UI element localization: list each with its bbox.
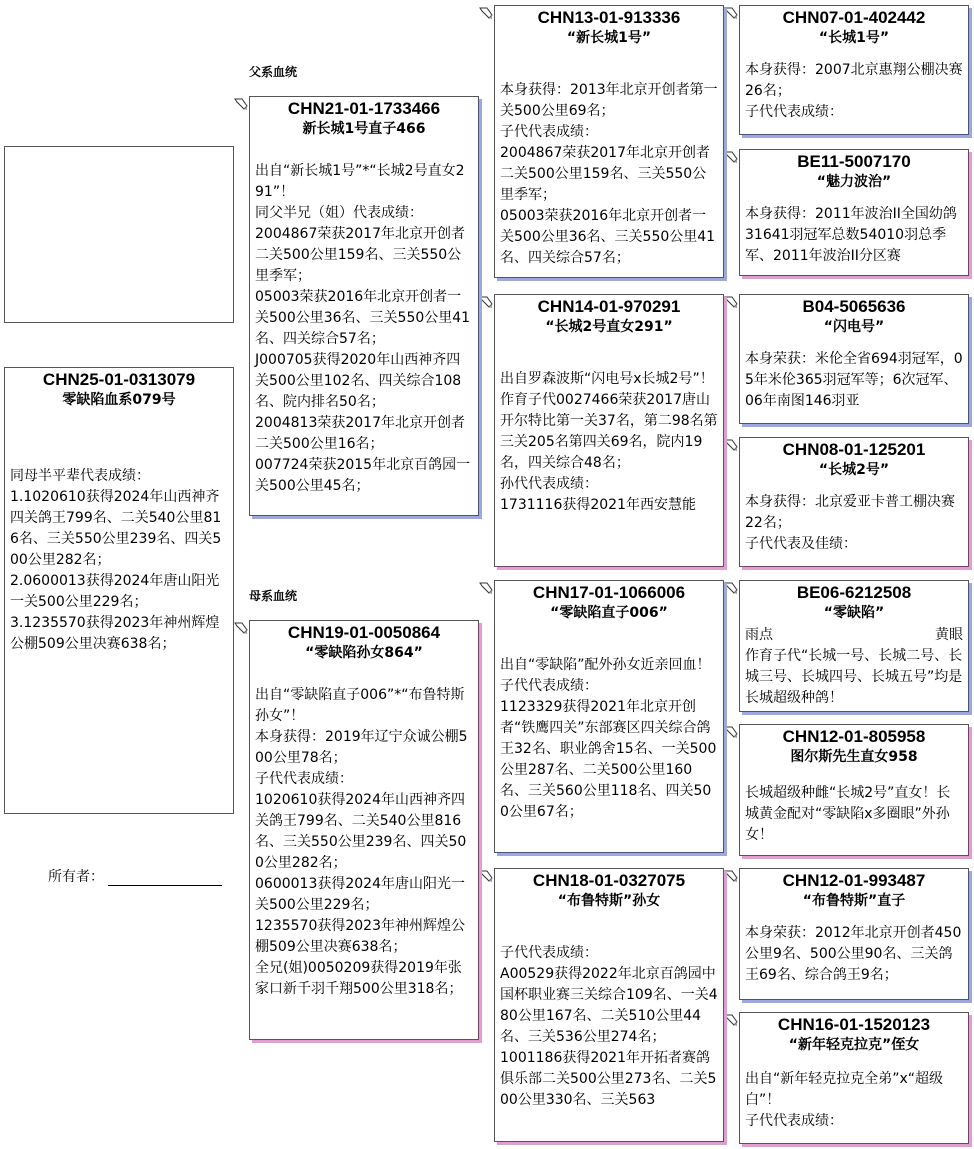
ddd-card[interactable] bbox=[739, 1012, 969, 1144]
sd-ring: CHN14-01-970291 bbox=[537, 297, 681, 316]
ds-ring: CHN17-01-1066006 bbox=[532, 583, 686, 602]
pen-icon bbox=[233, 96, 249, 112]
dam-line: 1020610获得2024年山西神齐四关鸽王799名、二关540公里816名、三关550公里239名、四关500公里282名； bbox=[255, 792, 467, 871]
ds-line: 1123329获得2021年北京开创者“铁鹰四关”东部赛区四关综合鸽王32名、职业鸽舍15名、一关500公里287名、二关500公里160名、三关560公里118名、四关500公里67名； bbox=[500, 699, 717, 820]
dds-body bbox=[740, 923, 968, 986]
sire-line: 2004867荣获2017年北京开创者二关500公里159名、三关550公里季军； bbox=[255, 226, 465, 284]
dam-line: 出自“零缺陷直子006”*“布鲁特斯孙女”！ bbox=[255, 687, 465, 724]
pen-icon bbox=[723, 724, 739, 740]
dam-ring: CHN19-01-0050864 bbox=[287, 623, 441, 642]
ds-line: 子代代表成绩： bbox=[500, 678, 598, 694]
sire-ring: CHN21-01-1733466 bbox=[287, 99, 441, 118]
dam-name: “零缺陷孙女864” bbox=[305, 645, 423, 661]
sd-name: “长城2号直女291” bbox=[545, 319, 673, 335]
dsd-card[interactable] bbox=[739, 724, 969, 856]
sd-line: 作育子代0027466荣获2017唐山开尔特比第一关37名，第二98名第三关205名第四关69名，院内19名，四关综合48名； bbox=[500, 392, 718, 471]
pen-icon bbox=[478, 5, 494, 21]
sd-line: 出自罗森波斯“闪电号x长城2号”！ bbox=[500, 371, 714, 387]
ssd-ring: BE11-5007170 bbox=[797, 152, 911, 171]
sdd-body bbox=[740, 492, 968, 555]
ddd-line: 出自“新年轻克拉克全弟”x“超级白”！ bbox=[745, 1071, 944, 1108]
ssd-name: “魅力波治” bbox=[816, 174, 892, 190]
dam-line: 子代代表成绩： bbox=[255, 771, 353, 787]
dd-body bbox=[495, 943, 723, 1111]
sire-line: J000705获得2020年山西神齐四关500公里102名、四关综合108名、院内排名50名； bbox=[255, 352, 462, 410]
maternal-label: 母系血统 bbox=[249, 589, 298, 603]
ss-card[interactable] bbox=[494, 5, 724, 278]
sire-line: 同父半兄（姐）代表成绩： bbox=[255, 205, 423, 221]
ddd-line: 子代代表成绩： bbox=[745, 1113, 843, 1129]
pen-icon bbox=[478, 868, 494, 884]
sss-name: “长城1号” bbox=[818, 30, 890, 46]
ddd-ring: CHN16-01-1520123 bbox=[777, 1015, 931, 1034]
ddd-name: “新年轻克拉克”侄女 bbox=[788, 1037, 920, 1053]
dss-line: 作育子代“长城一号、长城二号、长城三号、长城四号、长城五号”均是长城超级种鸽！ bbox=[745, 648, 963, 706]
paternal-label: 父系血统 bbox=[249, 65, 298, 79]
sd-body bbox=[495, 369, 723, 516]
subject-line: 1.1020610获得2024年山西神齐四关鸽王799名、二关540公里816名、三关550公里239名、四关500公里282名； bbox=[10, 489, 222, 568]
dds-name: “布鲁特斯”直子 bbox=[802, 893, 906, 909]
dam-line: 1235570获得2023年神州辉煌公棚509公里决赛638名； bbox=[255, 918, 465, 955]
subject-line: 3.1235570获得2023年神州辉煌公棚509公里决赛638名； bbox=[10, 615, 220, 652]
dss-color-left: 雨点 bbox=[745, 627, 773, 643]
pen-icon bbox=[723, 149, 739, 165]
ds-name: “零缺陷直子006” bbox=[550, 605, 668, 621]
dds-card[interactable] bbox=[739, 868, 969, 1000]
subject-ring: CHN25-01-0313079 bbox=[42, 370, 196, 389]
dam-card[interactable] bbox=[249, 620, 479, 1040]
dss-ring: BE06-6212508 bbox=[796, 583, 912, 602]
dsd-line: 长城超级种雌“长城2号”直女！长城黄金配对“零缺陷x多圈眼”外孙女！ bbox=[745, 785, 951, 843]
sds-ring: B04-5065636 bbox=[802, 297, 906, 316]
pen-icon bbox=[723, 294, 739, 310]
sss-ring: CHN07-01-402442 bbox=[782, 8, 926, 27]
dd-card[interactable] bbox=[494, 868, 724, 1142]
sds-name: “闪电号” bbox=[823, 319, 885, 335]
sire-body bbox=[250, 161, 478, 497]
dss-card[interactable] bbox=[739, 580, 969, 712]
ddd-body bbox=[740, 1069, 968, 1132]
dam-line: 全兄(姐)0050209获得2019年张家口新千羽千翔500公里318名； bbox=[255, 960, 463, 997]
dam-line: 本身获得：2019年辽宁众诚公棚500公里78名； bbox=[255, 729, 468, 766]
dsd-ring: CHN12-01-805958 bbox=[782, 727, 926, 746]
sire-line: 007724荣获2015年北京百鸽园一关500公里45名； bbox=[255, 457, 471, 494]
sdd-line: 本身获得：北京爱亚卡普工棚决赛22名； bbox=[745, 494, 955, 531]
subject-name: 零缺陷血系079号 bbox=[62, 392, 176, 408]
ssd-body bbox=[740, 204, 968, 267]
subject-card[interactable] bbox=[4, 367, 234, 814]
ss-line: 子代代表成绩： bbox=[500, 124, 598, 140]
dd-line: A00529获得2022年北京百鸽园中国杯职业赛三关综合109名、一关480公里167名、二关510公里44名、三关536公里274名； bbox=[500, 966, 718, 1045]
sdd-line: 子代代表及佳绩： bbox=[745, 536, 857, 552]
sss-card[interactable] bbox=[739, 5, 969, 135]
owner-blank[interactable] bbox=[108, 885, 222, 886]
owner-field[interactable] bbox=[48, 866, 222, 886]
pen-icon bbox=[723, 1012, 739, 1028]
sss-body bbox=[740, 60, 968, 123]
ss-ring: CHN13-01-913336 bbox=[537, 8, 681, 27]
pen-icon bbox=[478, 294, 494, 310]
ds-body bbox=[495, 655, 723, 823]
dss-color-right: 黄眼 bbox=[935, 627, 963, 643]
subject-line: 2.0600013获得2024年唐山阳光一关500公里229名； bbox=[10, 573, 220, 610]
ss-name: “新长城1号” bbox=[566, 30, 652, 46]
dss-body bbox=[740, 625, 968, 709]
ds-card[interactable] bbox=[494, 580, 724, 853]
sdd-card[interactable] bbox=[739, 437, 969, 567]
sdd-ring: CHN08-01-125201 bbox=[782, 440, 926, 459]
dss-name: “零缺陷” bbox=[823, 605, 885, 621]
sire-line: 出自“新长城1号”*“长城2号直女291”！ bbox=[255, 163, 465, 200]
pen-icon bbox=[723, 868, 739, 884]
sd-card[interactable] bbox=[494, 294, 724, 567]
sd-line: 孙代代表成绩： bbox=[500, 476, 598, 492]
dam-line: 0600013获得2024年唐山阳光一关500公里229名； bbox=[255, 876, 465, 913]
subject-line: 同母半平辈代表成绩： bbox=[10, 468, 150, 484]
sire-card[interactable] bbox=[249, 96, 479, 516]
photo-box bbox=[4, 146, 234, 323]
dd-name: “布鲁特斯”孙女 bbox=[557, 893, 661, 909]
pen-icon bbox=[723, 580, 739, 596]
sd-line: 1731116获得2021年西安慧能 bbox=[500, 497, 696, 513]
dds-ring: CHN12-01-993487 bbox=[782, 871, 926, 890]
sds-body bbox=[740, 349, 968, 412]
sss-line: 子代代表成绩： bbox=[745, 104, 843, 120]
ssd-card[interactable] bbox=[739, 149, 969, 276]
dd-line: 子代代表成绩： bbox=[500, 945, 598, 961]
ss-line: 本身获得：2013年北京开创者第一关500公里69名； bbox=[500, 82, 718, 119]
sds-line: 本身荣获：米伦全省694羽冠军，05年米伦365羽冠军等；6次冠军、06年南图146羽亚 bbox=[745, 351, 963, 409]
owner-label: 所有者： bbox=[48, 869, 104, 885]
sdd-name: “长城2号” bbox=[818, 462, 890, 478]
sire-line: 05003荣获2016年北京开创者一关500公里36名、三关550公里41名、四关综合57名； bbox=[255, 289, 471, 347]
sire-name: 新长城1号直子466 bbox=[302, 121, 426, 137]
sds-card[interactable] bbox=[739, 294, 969, 424]
dsd-name: 图尔斯先生直女958 bbox=[790, 749, 918, 765]
dsd-body bbox=[740, 783, 968, 846]
ss-body bbox=[495, 80, 723, 269]
ss-line: 2004867荣获2017年北京开创者二关500公里159名、三关550公里季军； bbox=[500, 145, 710, 203]
pen-icon bbox=[233, 620, 249, 636]
dd-ring: CHN18-01-0327075 bbox=[532, 871, 686, 890]
pen-icon bbox=[723, 437, 739, 453]
dd-line: 1001186获得2021年开拓者赛鸽俱乐部二关500公里273名、二关500公里330名、三关563 bbox=[500, 1050, 717, 1108]
dds-line: 本身荣获：2012年北京开创者450公里9名、500公里90名、三关鸽王69名、综合鸽王9名； bbox=[745, 925, 962, 983]
sire-line: 2004813荣获2017年北京开创者二关500公里16名； bbox=[255, 415, 465, 452]
pen-icon bbox=[723, 5, 739, 21]
ssd-line: 本身获得：2011年波治II全国幼鸽31641羽冠军总数54010羽总季军、2011年波治II分区赛 bbox=[745, 206, 957, 264]
sss-line: 本身获得：2007北京惠翔公棚决赛26名； bbox=[745, 62, 963, 99]
subject-body bbox=[5, 466, 233, 655]
dam-body bbox=[250, 685, 478, 1000]
dss-color-row bbox=[745, 625, 963, 646]
pen-icon bbox=[478, 580, 494, 596]
ss-line: 05003荣获2016年北京开创者一关500公里36名、三关550公里41名、四关综合57名； bbox=[500, 208, 716, 266]
ds-line: 出自“零缺陷”配外孙女近亲回血！ bbox=[500, 657, 711, 673]
